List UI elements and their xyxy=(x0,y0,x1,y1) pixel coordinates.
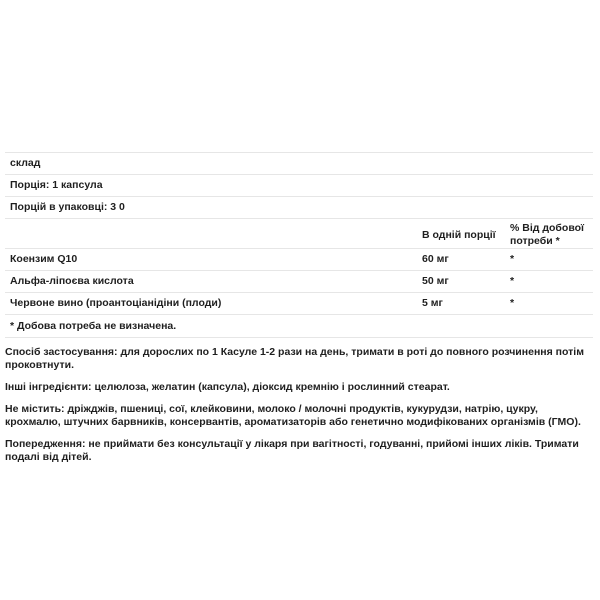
header-amount: В одній порції xyxy=(422,229,496,241)
ingredient-name: Червоне вино (проантоціанідіни (плоди) xyxy=(10,297,222,309)
table-header-row xyxy=(5,219,593,249)
serving-size-row xyxy=(5,175,593,197)
other-ingredients-note: Інші інгредієнти: целюлоза, желатин (капсула), діоксид кремнію і рослинний стеарат. xyxy=(5,381,450,393)
ingredient-amount: 50 мг xyxy=(422,275,449,287)
table-row xyxy=(5,249,593,271)
table-title-row xyxy=(5,153,593,175)
table-row xyxy=(5,271,593,293)
table-title: склад xyxy=(10,157,41,169)
ingredient-daily-value: * xyxy=(510,297,515,309)
serving-size: Порція: 1 капсула xyxy=(10,179,103,191)
header-daily-value: % Від добової потреби * xyxy=(510,222,584,247)
ingredient-name: Коензим Q10 xyxy=(10,253,78,265)
table-row xyxy=(5,293,593,315)
servings-per-container: Порцій в упаковці: 3 0 xyxy=(10,201,125,213)
ingredient-daily-value: * xyxy=(510,253,515,265)
footnote-row xyxy=(5,315,593,338)
supplement-facts-table xyxy=(5,152,593,338)
ingredient-name: Альфа-ліпоєва кислота xyxy=(10,275,134,287)
warning-note: Попередження: не приймати без консультації у лікаря при вагітності, годуванні, прийомі інших ліків. Тримати подалі від дітей. xyxy=(5,438,579,463)
ingredient-amount: 5 мг xyxy=(422,297,443,309)
usage-note: Спосіб застосування: для дорослих по 1 Касуле 1-2 рази на день, тримати в роті до повного розчинення потім проковтнути. xyxy=(5,346,584,371)
free-of-note: Не містить: дріжджів, пшениці, сої, клейковини, молоко / молочні продуктів, кукурудзи, натрію, цукру, крохмалю, штучних барвників, консервантів, ароматизаторів або генетично модифікованих організмів (ГМО). xyxy=(5,403,581,428)
ingredient-daily-value: * xyxy=(510,275,515,287)
servings-per-container-row xyxy=(5,197,593,219)
footnote: * Добова потреба не визначена. xyxy=(10,319,177,332)
ingredient-amount: 60 мг xyxy=(422,253,449,265)
product-notes xyxy=(5,346,593,473)
